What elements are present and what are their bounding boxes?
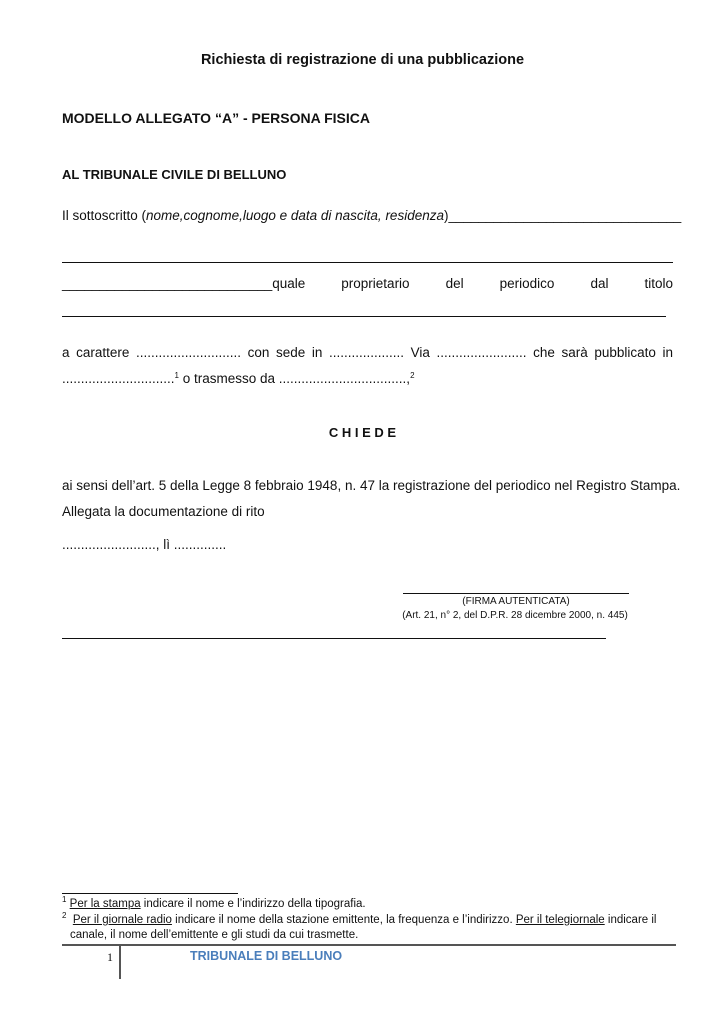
footer-divider [119, 946, 121, 979]
sottoscritto-line [62, 208, 681, 223]
sottoscritto-hint: nome,cognome,luogo e data di nascita, residenza [146, 208, 444, 223]
carattere-word: carattere [76, 345, 130, 360]
sottoscritto-label: Il sottoscritto ( [62, 208, 147, 223]
signature-reference: (Art. 21, n° 2, del D.P.R. 28 dicembre 2000, n. 445) [402, 610, 628, 621]
carattere-word: con [247, 345, 270, 360]
chiede-heading: C H I E D E [328, 425, 397, 440]
footnote-1 [62, 895, 366, 910]
carattere-word: che [533, 345, 555, 360]
carattere-word: a [62, 345, 70, 360]
carattere-word: sarà [561, 345, 588, 360]
page-number: 1 [107, 950, 113, 964]
carattere-word: Via [410, 345, 430, 360]
footnote-2-text-1: indicare il nome della stazione emittente, la frequenza e l’indirizzo. [171, 914, 516, 926]
footnote-2 [62, 911, 657, 926]
signature-label: (FIRMA AUTENTICATA) [462, 596, 570, 607]
proprietario-word: periodico [499, 276, 555, 291]
footnote-2-link-radio: Per il giornale radio [72, 914, 172, 926]
carattere-word: .................... [328, 345, 404, 360]
closing-line [62, 638, 606, 639]
footer-court-name: TRIBUNALE DI BELLUNO [190, 949, 343, 963]
carattere-row [62, 345, 673, 360]
footnote-separator [62, 893, 238, 894]
sottoscritto-blank: )_______________________________ [443, 208, 682, 223]
footnote-2-link-tv: Per il telegiornale [515, 914, 605, 926]
body-text-1: ai sensi dell’art. 5 della Legge 8 febbraio 1948, n. 47 la registrazione del periodico nel Registro Stampa. [62, 478, 681, 493]
footer-rule [62, 944, 676, 946]
footnote-2-number: 2 [62, 911, 67, 920]
carattere-word: sede [275, 345, 306, 360]
footnote-1-number: 1 [62, 895, 67, 904]
blank-line-1 [62, 262, 673, 263]
proprietario-row [62, 276, 673, 291]
carattere-word: pubblicato [594, 345, 656, 360]
carattere-word: ............................ [135, 345, 242, 360]
footnote-2-text-2: indicare il [604, 914, 657, 926]
trasmesso-dots: .............................. [62, 371, 175, 386]
footnote-1-text: indicare il nome e l’indirizzo della tipografia. [140, 898, 366, 910]
body-text-2: Allegata la documentazione di rito [62, 504, 265, 519]
signature-line [403, 593, 629, 594]
proprietario-word: ____________________________quale [62, 276, 306, 291]
footnote-ref-1: 1 [174, 371, 179, 380]
proprietario-word: del [445, 276, 464, 291]
trasmesso-line [62, 371, 415, 386]
proprietario-word: titolo [644, 276, 673, 291]
model-heading: MODELLO ALLEGATO “A” - PERSONA FISICA [62, 110, 370, 126]
footnote-2-continued: canale, il nome dell’emittente e gli studi da cui trasmette. [70, 929, 359, 941]
trasmesso-text: o trasmesso da .................................., [178, 371, 411, 386]
carattere-word: in [311, 345, 323, 360]
carattere-word: ........................ [436, 345, 527, 360]
proprietario-word: proprietario [341, 276, 410, 291]
addressee: AL TRIBUNALE CIVILE DI BELLUNO [62, 167, 287, 182]
footnote-1-link: Per la stampa [69, 898, 141, 910]
blank-line-2 [62, 316, 666, 317]
page-title: Richiesta di registrazione di una pubblicazione [200, 52, 525, 68]
place-date: ........................., lì .............. [62, 537, 227, 552]
footnote-ref-2: 2 [410, 371, 415, 380]
proprietario-word: dal [590, 276, 609, 291]
carattere-word: in [662, 345, 673, 360]
